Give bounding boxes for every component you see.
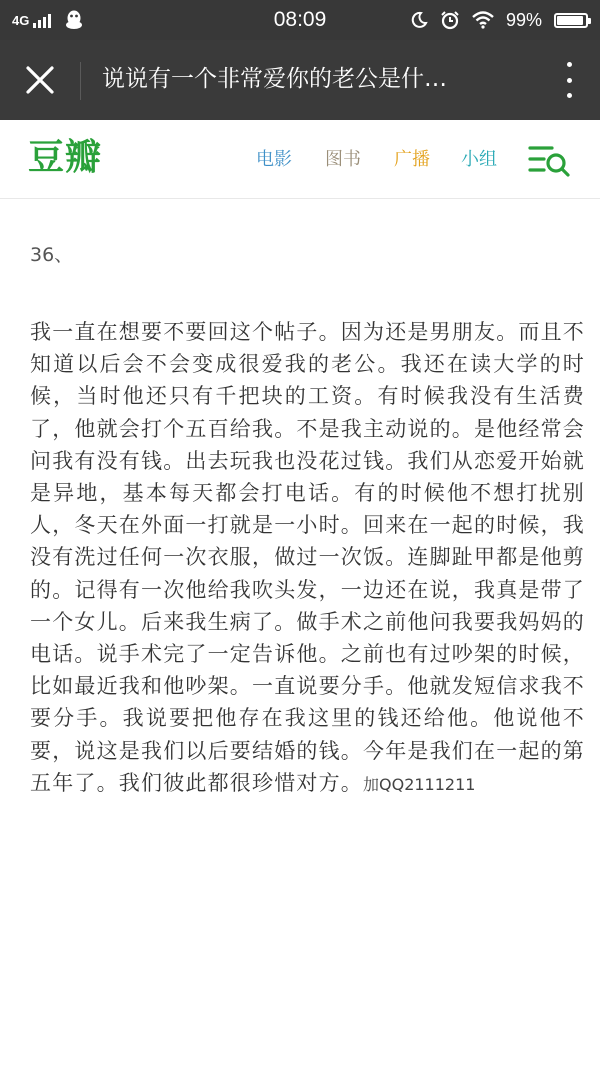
network-type: 4G <box>12 12 30 28</box>
more-icon-dot <box>567 62 572 67</box>
nav-group[interactable]: 小组 <box>461 149 497 170</box>
nav-broadcast[interactable]: 广播 <box>394 149 430 170</box>
close-icon <box>26 66 54 94</box>
status-right <box>410 0 588 40</box>
alarm-icon <box>440 10 460 30</box>
title-divider <box>80 62 81 100</box>
menu-search-button[interactable] <box>528 144 572 178</box>
nav-book[interactable]: 图书 <box>325 149 361 170</box>
battery-fill <box>557 16 583 25</box>
menu-search-icon <box>528 144 572 178</box>
post-content <box>30 198 585 801</box>
close-button[interactable] <box>14 54 66 106</box>
nav-movie[interactable]: 电影 <box>256 149 292 170</box>
title-bar <box>0 40 600 120</box>
contact-text: 加QQ2111211 <box>363 774 476 794</box>
page-title: 说说有一个非常爱你的老公是什… <box>102 66 447 92</box>
more-icon-dot <box>567 93 572 98</box>
wifi-icon <box>472 11 494 29</box>
site-header <box>0 120 600 199</box>
post-number: 36、 <box>30 244 74 266</box>
more-button[interactable] <box>564 62 574 98</box>
more-icon-dot <box>567 78 572 83</box>
post-text: 我一直在想要不要回这个帖子。因为还是男朋友。而且不知道以后会不会变成很爱我的老公。我还在读大学的时候，当时他还只有千把块的工资。有时候我没有生活费了，他就会打个五百给我。不是我主动说的。是他经常会问我有没有钱。出去玩我也没花过钱。我们从恋爱开始就是异地，基本每天都会打电话。有的时候他不想打扰别人，冬天在外面一打就是一小时。回来在一起的时候，我没有洗过任何一次衣服，做过一次饭。连脚趾甲都是他剪的。记得有一次他给我吹头发，一边还在说，我真是带了一个女儿。后来我生病了。做手术之前他问我要我妈妈的电话。说手术完了一定告诉他。之前也有过吵架的时候，比如最近我和他吵架。一直说要分手。他就发短信求我不要分手。我说要把他存在我这里的钱还给他。他说他不要，说这是我们以后要结婚的钱。今年是我们在一起的第五年了。我们彼此都很珍惜对方。 <box>30 320 585 795</box>
battery-percent: 99% <box>505 9 542 30</box>
douban-logo[interactable]: 豆瓣 <box>28 137 103 178</box>
status-time: 08:09 <box>273 8 327 31</box>
status-bar <box>0 0 600 40</box>
battery-icon <box>554 13 588 28</box>
moon-icon <box>410 11 428 29</box>
post-body <box>30 316 585 801</box>
